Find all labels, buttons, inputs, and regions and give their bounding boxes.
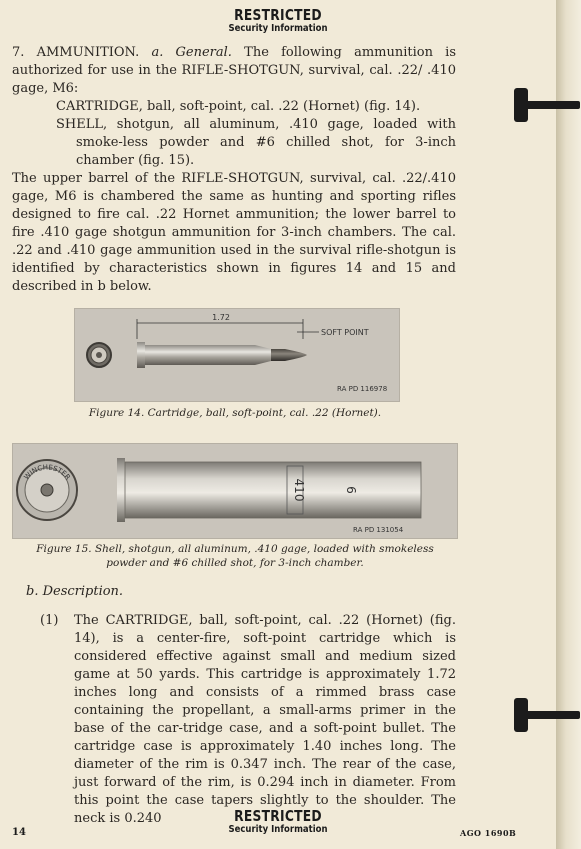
page-number: 14: [12, 827, 26, 838]
header-security-info: Security Information: [228, 23, 328, 34]
description-item-number: (1): [40, 613, 59, 628]
description-heading: b. Description.: [26, 584, 124, 599]
ammo-list: [12, 98, 456, 170]
figure-15-caption: Figure 15. Shell, shotgun, all aluminum, .410 gage, loaded with smokeless powder and #6 chilled shot, for 3-inch chamber.: [36, 543, 434, 569]
cartridge-drawing: [75, 309, 399, 401]
footer-restricted: RESTRICTED: [234, 807, 322, 825]
figure-15-image: [12, 443, 458, 539]
figure-15-ref: RA PD 131054: [353, 526, 404, 534]
section-intro: The following ammunition is authorized for use in the RIFLE-SHOTGUN, survival, cal. .22/ .410 gage, M6:: [12, 45, 457, 96]
description-item-text: The CARTRIDGE, ball, soft-point, cal. .22 (Hornet) (fig. 14), is a center-fire, soft-point cartridge which is considered effective against small and medium sized game at 50 yards. This cartridge is approximately 1.72 inches long and consists of a rimmed brass case containing the propellant, a small-arms primer in the base of the car-tridge case, and a soft-point bullet. The cartridge case is approximately 1.40 inches long. The diameter of the rim is 0.347 inch. The rear of the case, just forward of the rim, is 0.294 inch in diameter. From this point the case tapers slightly to the shoulder. The neck is 0.240: [74, 613, 456, 826]
page-header: [0, 6, 556, 34]
dimension-label: 1.72: [212, 313, 230, 322]
footer-security-info: Security Information: [228, 824, 328, 835]
figure-14-ref: RA PD 116978: [337, 385, 388, 393]
figure-14-image: [74, 308, 400, 402]
shell-shot-size-mark: 6: [344, 486, 358, 494]
binder-clip-top: [514, 88, 580, 122]
binder-clip-bottom: [514, 698, 580, 732]
ammo-list-item: SHELL, shotgun, all aluminum, .410 gage, loaded with smoke-less powder and #6 chilled shot, for 3-inch chamber (fig. 15).: [56, 117, 456, 168]
ammo-list-item: CARTRIDGE, ball, soft-point, cal. .22 (Hornet) (fig. 14).: [56, 99, 421, 114]
ago-number: AGO 1690B: [460, 828, 517, 838]
section-paragraph: The upper barrel of the RIFLE-SHOTGUN, survival, cal. .22/.410 gage, M6 is chambered the same as hunting and sporting rifles designed to fire cal. .22 Hornet ammunition; the lower barrel to fire .410 gage shotgun ammunition for 3-inch chambers. The cal. .22 and .410 gage ammunition used in the survival rifle-shotgun is identified by characteristics shown in figures 14 and 15 and described in b below.: [12, 171, 456, 294]
section-general: [12, 44, 456, 296]
cartridge-bullet: [271, 349, 307, 361]
soft-point-label: SOFT POINT: [321, 328, 369, 337]
description-item-1: [40, 612, 456, 828]
cartridge-case: [145, 345, 255, 365]
shell-rim: [117, 458, 125, 522]
section-number: 7. AMMUNITION.: [12, 45, 140, 60]
shotgun-shell-drawing: [13, 444, 457, 538]
shell-head-text: WINCHESTER: [22, 463, 72, 482]
shell-size-mark: 410: [292, 478, 306, 502]
section-subheading: a. General.: [151, 45, 232, 60]
figure-14-caption: Figure 14. Cartridge, ball, soft-point, cal. .22 (Hornet).: [88, 407, 382, 419]
header-restricted: RESTRICTED: [234, 6, 322, 24]
cartridge-rim: [137, 342, 145, 368]
shell-body: [125, 462, 421, 518]
